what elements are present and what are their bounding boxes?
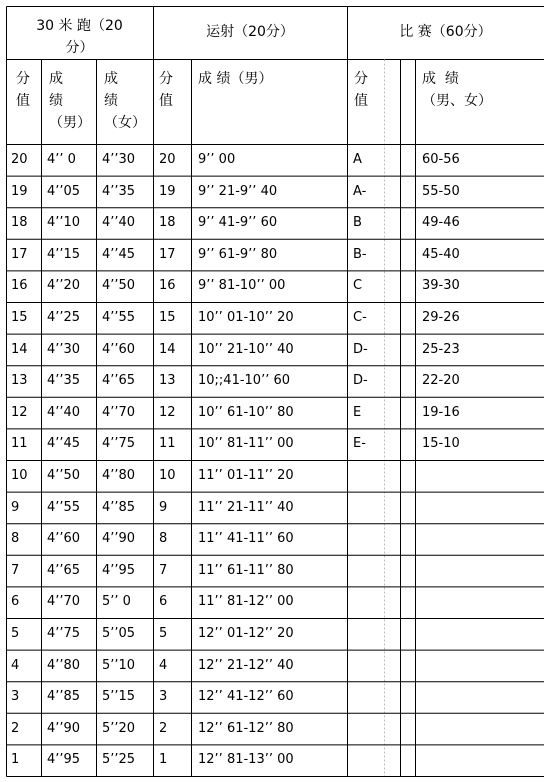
match-score-cell: 19-16 [422,404,460,420]
shoot-points-cell: 4 [159,657,168,673]
col-header-sprint-male: 成 绩 （男） [49,71,91,131]
sprint-male-cell: 4’’75 [47,626,81,641]
shoot-score-cell: 11’’ 81-12’’ 00 [198,594,294,610]
sprint-points-cell: 19 [11,183,28,199]
sprint-points-cell: 2 [11,720,20,736]
shoot-points-cell: 10 [159,468,176,483]
shoot-score-cell: 11’’ 21-11’’ 40 [198,499,294,515]
shoot-points-cell: 3 [159,689,168,705]
sprint-points-cell: 14 [11,341,28,357]
shoot-points-cell: 5 [159,626,168,641]
sprint-male-cell: 4’’45 [47,436,81,452]
sprint-female-cell: 4’’95 [102,562,136,578]
shoot-score-cell: 9’’ 21-9’’ 40 [198,183,278,199]
sprint-points-cell: 12 [11,404,28,420]
sprint-points-cell: 13 [11,373,28,389]
shoot-score-cell: 12’’ 61-12’’ 80 [198,720,294,736]
sprint-male-cell: 4’’40 [47,404,81,420]
sprint-points-cell: 17 [11,246,28,262]
sprint-female-cell: 4’’70 [102,404,136,420]
shoot-score-cell: 11’’ 41-11’’ 60 [198,531,294,547]
match-score-cell: 25-23 [422,341,460,357]
match-points-cell: A- [353,183,367,199]
shoot-points-cell: 14 [159,341,176,357]
shoot-points-cell: 13 [159,373,176,389]
match-points-cell: B [353,215,362,231]
sprint-points-cell: 20 [11,152,28,167]
sprint-female-cell: 5’’05 [102,626,136,641]
sprint-section-title: 30 米 跑（20 分） [36,18,123,56]
match-score-cell: 22-20 [422,373,460,389]
sprint-male-cell: 4’’60 [47,531,81,547]
shoot-points-cell: 11 [159,436,176,452]
sprint-male-cell: 4’’35 [47,373,81,389]
shoot-points-cell: 20 [159,152,176,167]
sprint-male-cell: 4’’ 0 [47,152,76,167]
shoot-points-cell: 6 [159,594,168,610]
sprint-points-cell: 3 [11,689,20,705]
sprint-points-cell: 15 [11,310,28,325]
match-points-cell: E [353,404,362,420]
sprint-points-cell: 16 [11,278,28,294]
match-points-cell: C [353,278,363,294]
match-section-title: 比 赛（60分） [399,24,492,40]
shoot-points-cell: 18 [159,215,176,231]
shooting-section-title: 运射（20分） [206,24,294,40]
sprint-female-cell: 5’’10 [102,657,136,673]
shoot-score-cell: 10’’ 21-10’’ 40 [198,341,294,357]
sprint-points-cell: 10 [11,468,28,483]
sprint-female-cell: 5’’15 [102,689,136,705]
col-header-shoot-score: 成 绩（男） [198,71,273,87]
sprint-female-cell: 4’’75 [102,436,136,452]
sprint-male-cell: 4’’25 [47,310,81,325]
sprint-points-cell: 9 [11,499,20,515]
score-table [6,6,544,776]
sprint-male-cell: 4’’20 [47,278,81,294]
shoot-points-cell: 8 [159,531,168,547]
match-points-cell: E- [353,436,366,452]
sprint-male-cell: 4’’70 [47,594,81,610]
shoot-score-cell: 12’’ 21-12’’ 40 [198,657,294,673]
match-score-cell: 39-30 [422,278,460,294]
sprint-male-cell: 4’’80 [47,657,81,673]
sprint-female-cell: 4’’60 [102,341,136,357]
sprint-male-cell: 4’’95 [47,752,81,768]
sprint-points-cell: 18 [11,215,28,231]
sprint-female-cell: 4’’85 [102,499,136,515]
sprint-female-cell: 4’’80 [102,468,136,483]
col-header-sprint-female: 成 绩 （女） [104,71,146,131]
shoot-points-cell: 1 [159,752,168,768]
shoot-score-cell: 10;;41-10’’ 60 [198,373,291,389]
sprint-female-cell: 4’’90 [102,531,136,547]
shoot-score-cell: 11’’ 01-11’’ 20 [198,468,294,483]
match-points-cell: C- [353,310,367,325]
match-points-cell: B- [353,246,367,262]
col-header-match-points: 分 值 [354,71,368,109]
match-score-cell: 49-46 [422,215,460,231]
sprint-male-cell: 4’’55 [47,499,81,515]
sprint-female-cell: 4’’40 [102,215,136,231]
sprint-points-cell: 1 [11,752,20,768]
shoot-score-cell: 12’’ 01-12’’ 20 [198,626,294,641]
match-score-cell: 55-50 [422,183,460,199]
sprint-male-cell: 4’’05 [47,183,81,199]
sprint-points-cell: 5 [11,626,20,641]
shoot-points-cell: 7 [159,562,168,578]
shoot-points-cell: 17 [159,246,176,262]
match-points-cell: D- [353,373,368,389]
shoot-points-cell: 2 [159,720,168,736]
col-header-sprint-points: 分 值 [16,71,30,109]
sprint-male-cell: 4’’65 [47,562,81,578]
shoot-points-cell: 16 [159,278,176,294]
sprint-female-cell: 4’’45 [102,246,136,262]
shoot-points-cell: 15 [159,310,176,325]
sprint-male-cell: 4’’85 [47,689,81,705]
match-score-cell: 29-26 [422,310,460,325]
sprint-points-cell: 7 [11,562,20,578]
sprint-male-cell: 4’’15 [47,246,81,262]
col-header-match-score: 成 绩 （男、女） [422,71,492,109]
sprint-female-cell: 5’’ 0 [102,594,131,610]
shoot-score-cell: 12’’ 81-13’’ 00 [198,752,294,768]
sprint-female-cell: 5’’20 [102,720,136,736]
sprint-female-cell: 4’’50 [102,278,136,294]
shoot-score-cell: 12’’ 41-12’’ 60 [198,689,294,705]
match-points-cell: D- [353,341,368,357]
sprint-female-cell: 4’’65 [102,373,136,389]
sprint-male-cell: 4’’30 [47,341,81,357]
match-score-cell: 15-10 [422,436,460,452]
shoot-score-cell: 10’’ 01-10’’ 20 [198,310,294,325]
sprint-female-cell: 4’’30 [102,152,136,167]
sprint-female-cell: 5’’25 [102,752,136,768]
sprint-male-cell: 4’’50 [47,468,81,483]
shoot-score-cell: 9’’ 00 [198,152,236,167]
shoot-score-cell: 11’’ 61-11’’ 80 [198,562,294,578]
match-score-cell: 45-40 [422,246,460,262]
sprint-points-cell: 8 [11,531,20,547]
match-score-cell: 60-56 [422,152,460,167]
sprint-female-cell: 4’’55 [102,310,136,325]
sprint-male-cell: 4’’10 [47,215,81,231]
shoot-score-cell: 10’’ 81-11’’ 00 [198,436,294,452]
shoot-points-cell: 9 [159,499,168,515]
col-header-shoot-points: 分 值 [159,71,173,109]
shoot-score-cell: 10’’ 61-10’’ 80 [198,404,294,420]
sprint-points-cell: 6 [11,594,20,610]
shoot-score-cell: 9’’ 81-10’’ 00 [198,278,286,294]
sprint-male-cell: 4’’90 [47,720,81,736]
shoot-points-cell: 12 [159,404,176,420]
sprint-points-cell: 11 [11,436,28,452]
shoot-score-cell: 9’’ 41-9’’ 60 [198,215,278,231]
sprint-points-cell: 4 [11,657,20,673]
match-points-cell: A [353,152,362,167]
sprint-female-cell: 4’’35 [102,183,136,199]
shoot-score-cell: 9’’ 61-9’’ 80 [198,246,278,262]
shoot-points-cell: 19 [159,183,176,199]
